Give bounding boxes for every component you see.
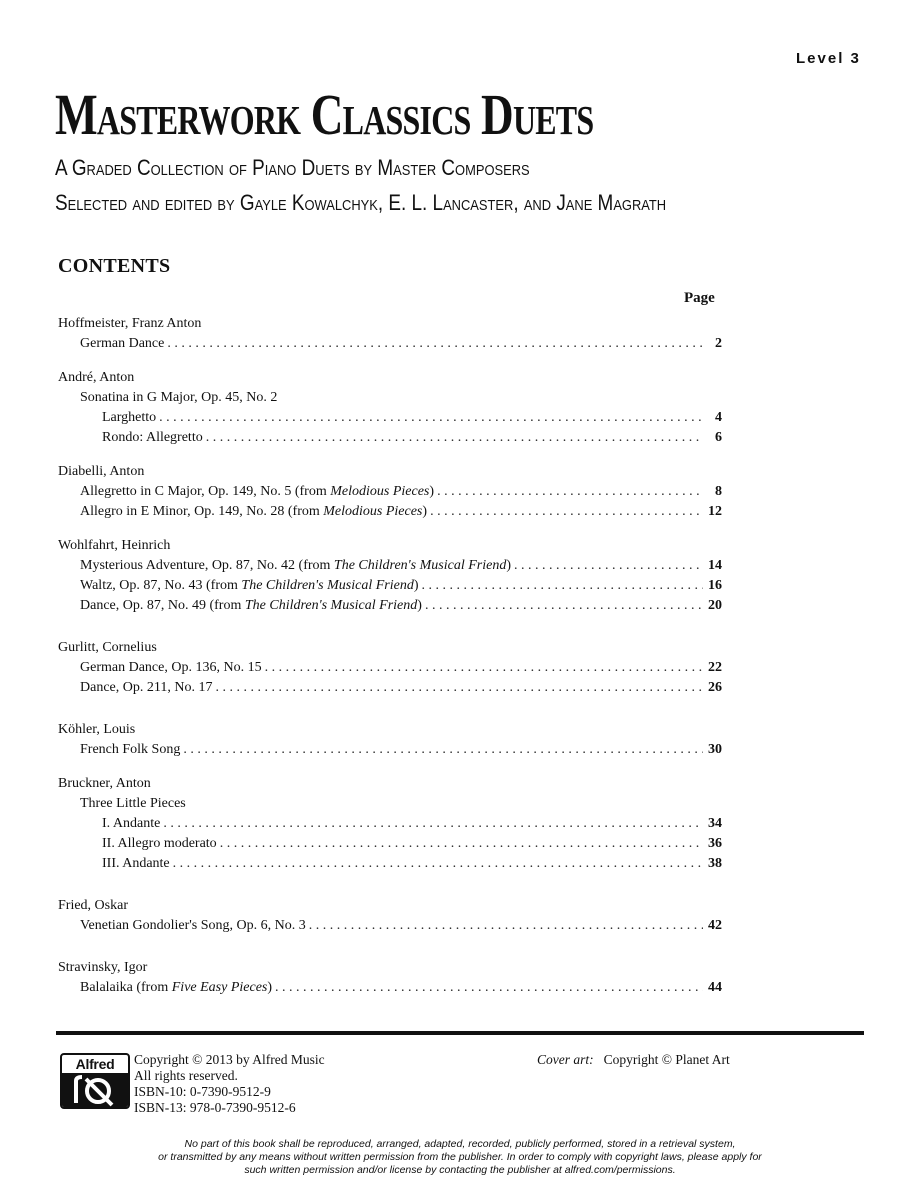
toc-entry[interactable] — [58, 556, 722, 576]
page-number: 16 — [708, 578, 722, 593]
toc-entry[interactable] — [58, 576, 722, 596]
entry-suffix: ) — [267, 980, 273, 995]
toc-entry[interactable] — [58, 334, 722, 354]
toc-entry[interactable] — [58, 678, 722, 698]
editors-line: Selected and edited by Gayle Kowalchyk, E. L. Lancaster, and Jane Magrath — [55, 190, 667, 215]
entry-suffix: ) — [422, 504, 428, 519]
composer-section — [58, 536, 722, 616]
entry-title — [80, 916, 306, 936]
dot-leader — [220, 834, 703, 854]
entry-title — [102, 814, 160, 834]
toc-entry[interactable] — [58, 978, 722, 998]
entry-title — [80, 556, 511, 576]
cover-art-credit — [537, 1052, 730, 1068]
composer-name: Fried, Oskar — [58, 898, 128, 913]
entry-title — [80, 334, 164, 354]
toc-entry[interactable] — [58, 502, 722, 522]
entry-suffix: ) — [413, 578, 419, 593]
entry-suffix: ) — [506, 558, 512, 573]
entry-title — [80, 678, 212, 698]
alfred-logo-text: Alfred — [75, 1056, 115, 1072]
toc-entry[interactable] — [58, 834, 722, 854]
composer-name: Stravinsky, Igor — [58, 960, 148, 975]
dot-leader — [275, 978, 703, 998]
page-number: 20 — [708, 598, 722, 613]
entry-title-text: Rondo: Allegretto — [102, 430, 203, 445]
toc-entry[interactable] — [58, 596, 722, 616]
contents-heading: CONTENTS — [58, 255, 171, 277]
dot-leader — [183, 740, 703, 760]
composer-name: Gurlitt, Cornelius — [58, 640, 157, 655]
composer-section — [58, 462, 722, 522]
page-number: 8 — [715, 484, 722, 499]
entry-source: Melodious Pieces — [323, 504, 423, 519]
cover-art-label: Cover art: — [537, 1052, 594, 1067]
dot-leader — [514, 556, 703, 576]
entry-source: The Children's Musical Friend — [244, 598, 418, 613]
entry-source: The Children's Musical Friend — [241, 578, 414, 593]
entry-title-text: I. Andante — [102, 816, 161, 831]
entry-title-text: Dance, Op. 211, No. 17 — [80, 680, 213, 695]
composer-name: Köhler, Louis — [58, 722, 136, 737]
dot-leader — [215, 678, 703, 698]
composer-name: Wohlfahrt, Heinrich — [58, 538, 171, 553]
toc-entry[interactable] — [58, 916, 722, 936]
entry-title — [80, 596, 422, 616]
entry-suffix: ) — [429, 484, 435, 499]
composer-section — [58, 638, 722, 698]
page-number: 6 — [715, 430, 722, 445]
composer-name: Diabelli, Anton — [58, 464, 145, 479]
page-number: 30 — [708, 742, 722, 757]
page-number: 26 — [708, 680, 722, 695]
composer-name: Hoffmeister, Franz Anton — [58, 316, 202, 331]
isbn13-line: ISBN-13: 978-0-7390-9512-6 — [134, 1100, 296, 1115]
entry-title-text: Balalaika (from — [80, 980, 172, 995]
page-number: 38 — [708, 856, 722, 871]
treble-clef-icon — [62, 1073, 128, 1107]
entry-title — [80, 658, 262, 678]
entry-title-text: Allegro in E Minor, Op. 149, No. 28 (from — [80, 504, 324, 519]
composer-name: André, Anton — [58, 370, 135, 385]
rights-line: All rights reserved. — [134, 1068, 238, 1083]
page-number: 44 — [708, 980, 722, 995]
dot-leader — [159, 408, 703, 428]
entry-title — [80, 740, 180, 760]
entry-title-text: Waltz, Op. 87, No. 43 (from — [80, 578, 242, 593]
entry-title-text: Dance, Op. 87, No. 49 (from — [80, 598, 245, 613]
entry-title-text: German Dance — [80, 336, 165, 351]
copyright-block — [134, 1052, 325, 1116]
cover-art-value: Copyright © Planet Art — [603, 1052, 730, 1067]
toc-entry[interactable] — [58, 854, 722, 874]
alfred-logo — [60, 1053, 130, 1109]
dot-leader — [167, 334, 703, 354]
page-number: 34 — [708, 816, 722, 831]
entry-title-text: Mysterious Adventure, Op. 87, No. 42 (from — [80, 558, 334, 573]
entry-title-text: Venetian Gondolier's Song, Op. 6, No. 3 — [80, 918, 306, 933]
toc-entry[interactable] — [58, 658, 722, 678]
entry-title-text: III. Andante — [102, 856, 170, 871]
work-group-title: Three Little Pieces — [80, 796, 186, 811]
dot-leader — [309, 916, 703, 936]
dot-leader — [173, 854, 703, 874]
copyright-line: Copyright © 2013 by Alfred Music — [134, 1052, 325, 1067]
page-number: 2 — [715, 336, 722, 351]
toc-entry[interactable] — [58, 740, 722, 760]
dot-leader — [425, 596, 703, 616]
entry-title-text: Larghetto — [102, 410, 157, 425]
entry-title — [80, 502, 427, 522]
dot-leader — [265, 658, 703, 678]
legal-line: or transmitted by any means without written permission from the publisher. In order to comply with copyright laws, please apply for — [158, 1151, 762, 1163]
composer-name: Bruckner, Anton — [58, 776, 151, 791]
isbn10-line: ISBN-10: 0-7390-9512-9 — [134, 1084, 271, 1099]
legal-notice — [100, 1138, 820, 1177]
entry-title — [80, 576, 419, 596]
entry-title — [102, 854, 170, 874]
toc-entry[interactable] — [58, 482, 722, 502]
page-column-label: Page — [684, 290, 715, 306]
entry-title-text: German Dance, Op. 136, No. 15 — [80, 660, 262, 675]
entry-suffix: ) — [417, 598, 422, 613]
entry-title — [102, 428, 203, 448]
page-number: 22 — [708, 660, 722, 675]
entry-source: Five Easy Pieces — [171, 980, 268, 995]
book-subtitle: A Graded Collection of Piano Duets by Master Composers — [55, 155, 530, 180]
entry-source: Melodious Pieces — [330, 484, 430, 499]
entry-source: The Children's Musical Friend — [333, 558, 507, 573]
dot-leader — [206, 428, 703, 448]
entry-title — [102, 834, 217, 854]
entry-title-text: II. Allegro moderato — [102, 836, 217, 851]
toc-entry[interactable] — [58, 408, 722, 428]
page-number: 4 — [715, 410, 722, 425]
level-label: Level 3 — [796, 50, 861, 67]
toc-entry[interactable] — [58, 814, 722, 834]
page-number: 42 — [708, 918, 722, 933]
page-number: 36 — [708, 836, 722, 851]
page-number: 14 — [708, 558, 722, 573]
composer-section — [58, 720, 722, 760]
work-group-title: Sonatina in G Major, Op. 45, No. 2 — [80, 390, 278, 405]
legal-line: No part of this book shall be reproduced, arranged, adapted, recorded, publicly performed, stored in a retrieval system, — [184, 1138, 736, 1150]
entry-title-text: French Folk Song — [80, 742, 181, 757]
dot-leader — [437, 482, 703, 502]
composer-section — [58, 368, 722, 448]
dot-leader — [430, 502, 703, 522]
composer-section — [58, 896, 722, 936]
entry-title-text: Allegretto in C Major, Op. 149, No. 5 (from — [80, 484, 331, 499]
composer-section — [58, 314, 722, 354]
composer-section — [58, 958, 722, 998]
entry-title — [80, 482, 434, 502]
entry-title — [80, 978, 272, 998]
table-of-contents — [58, 314, 722, 1012]
page-number: 12 — [708, 504, 722, 519]
book-title: Masterwork Classics Duets — [55, 82, 594, 147]
toc-entry[interactable] — [58, 428, 722, 448]
legal-line: such written permission and/or license by contacting the publisher at alfred.com/permissions. — [244, 1164, 676, 1176]
composer-section — [58, 774, 722, 874]
dot-leader — [422, 576, 704, 596]
dot-leader — [163, 814, 703, 834]
entry-title — [102, 408, 156, 428]
footer-divider — [56, 1031, 864, 1035]
